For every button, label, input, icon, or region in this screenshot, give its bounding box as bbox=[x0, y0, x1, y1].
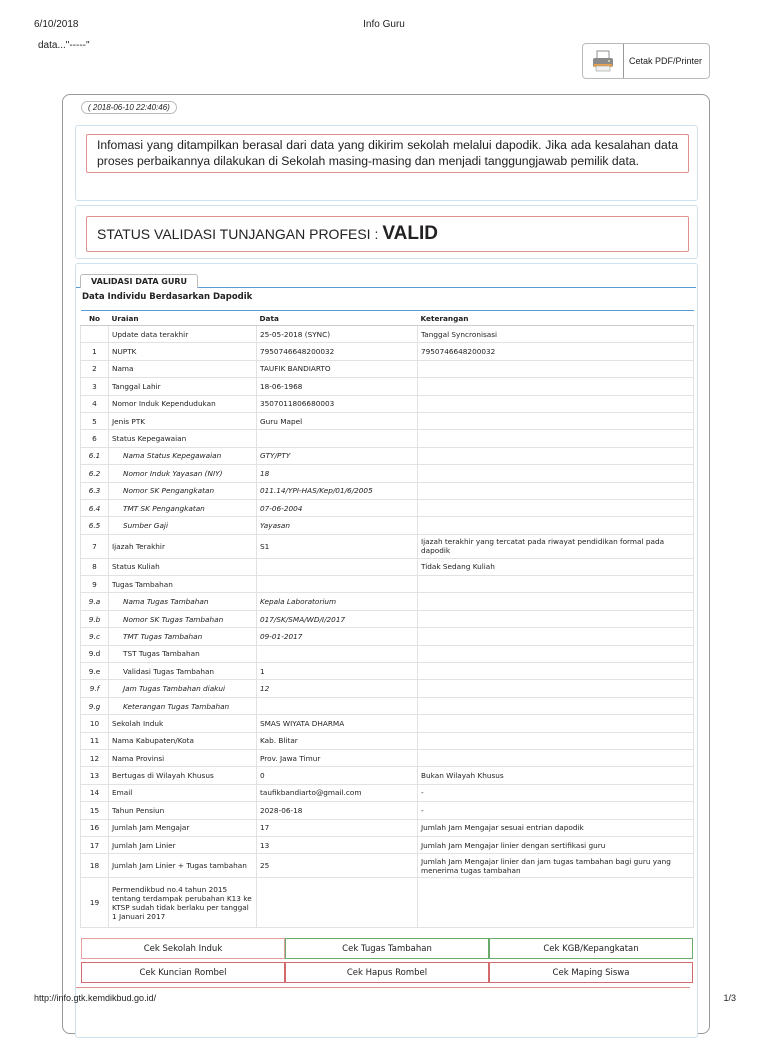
row-keterangan: Tanggal Syncronisasi bbox=[418, 326, 694, 343]
row-keterangan: Ijazah terakhir yang tercatat pada riwayat pendidikan formal pada dapodik bbox=[418, 534, 694, 558]
row-keterangan bbox=[418, 430, 694, 447]
data-table bbox=[80, 310, 694, 928]
row-no: 9.b bbox=[81, 610, 109, 627]
row-data bbox=[257, 645, 418, 662]
cek-kgb-kepangkatan-button[interactable]: Cek KGB/Kepangkatan bbox=[489, 938, 693, 959]
row-no: 9.e bbox=[81, 663, 109, 680]
table-row bbox=[81, 430, 694, 447]
table-row bbox=[81, 610, 694, 627]
table-row bbox=[81, 767, 694, 784]
row-data: 2028-06-18 bbox=[257, 802, 418, 819]
table-row bbox=[81, 343, 694, 360]
row-data: 25 bbox=[257, 854, 418, 878]
table-row bbox=[81, 447, 694, 464]
row-uraian: Tanggal Lahir bbox=[109, 378, 257, 395]
row-data: 07-06-2004 bbox=[257, 499, 418, 516]
row-no: 10 bbox=[81, 715, 109, 732]
row-no: 17 bbox=[81, 836, 109, 853]
row-no: 2 bbox=[81, 360, 109, 377]
cek-maping-siswa-button[interactable]: Cek Maping Siswa bbox=[489, 962, 693, 983]
table-row bbox=[81, 749, 694, 766]
table-row bbox=[81, 499, 694, 516]
row-uraian: Jenis PTK bbox=[109, 412, 257, 429]
row-uraian: Jam Tugas Tambahan diakui bbox=[109, 680, 257, 697]
table-row bbox=[81, 576, 694, 593]
row-keterangan bbox=[418, 732, 694, 749]
info-panel bbox=[62, 94, 710, 1034]
row-keterangan bbox=[418, 360, 694, 377]
row-keterangan bbox=[418, 610, 694, 627]
table-row bbox=[81, 378, 694, 395]
table-row bbox=[81, 534, 694, 558]
row-keterangan: Jumlah Jam Mengajar linier dengan sertifikasi guru bbox=[418, 836, 694, 853]
row-keterangan: Jumlah Jam Mengajar sesuai entrian dapodik bbox=[418, 819, 694, 836]
row-no: 7 bbox=[81, 534, 109, 558]
row-no: 6.4 bbox=[81, 499, 109, 516]
printer-icon bbox=[583, 44, 624, 78]
row-data: S1 bbox=[257, 534, 418, 558]
row-keterangan bbox=[418, 447, 694, 464]
row-data: SMAS WIYATA DHARMA bbox=[257, 715, 418, 732]
page-url: http://info.gtk.kemdikbud.go.id/ bbox=[34, 993, 157, 1003]
cek-tugas-tambahan-button[interactable]: Cek Tugas Tambahan bbox=[285, 938, 489, 959]
row-keterangan bbox=[418, 663, 694, 680]
table-row bbox=[81, 819, 694, 836]
table-row bbox=[81, 558, 694, 575]
row-keterangan: 7950746648200032 bbox=[418, 343, 694, 360]
data-label: data..."-----" bbox=[38, 40, 90, 51]
row-data: 17 bbox=[257, 819, 418, 836]
tab-bar bbox=[76, 274, 696, 288]
row-uraian: Sekolah Induk bbox=[109, 715, 257, 732]
row-keterangan bbox=[418, 378, 694, 395]
table-row bbox=[81, 395, 694, 412]
row-keterangan bbox=[418, 697, 694, 714]
row-uraian: Status Kepegawaian bbox=[109, 430, 257, 447]
row-data: 18-06-1968 bbox=[257, 378, 418, 395]
page-number: 1/3 bbox=[723, 993, 736, 1003]
row-no: 5 bbox=[81, 412, 109, 429]
row-data: 13 bbox=[257, 836, 418, 853]
table-row bbox=[81, 836, 694, 853]
table-row bbox=[81, 645, 694, 662]
status-value: VALID bbox=[382, 223, 438, 244]
table-row bbox=[81, 326, 694, 343]
row-uraian: Bertugas di Wilayah Khusus bbox=[109, 767, 257, 784]
table-body bbox=[81, 326, 694, 928]
row-uraian: Nomor Induk Yayasan (NIY) bbox=[109, 465, 257, 482]
info-alert: Infomasi yang ditampilkan berasal dari data yang dikirim sekolah melalui dapodik. Jika ada kesalahan data proses perbaikannya dilakukan di Sekolah masing-masing dan menjadi tanggungjawab pemilik data. bbox=[86, 134, 689, 173]
row-keterangan: Jumlah Jam Mengajar linier dan jam tugas tambahan bagi guru yang menerima tugas tambahan bbox=[418, 854, 694, 878]
row-data: taufikbandiarto@gmail.com bbox=[257, 784, 418, 801]
row-no: 9.f bbox=[81, 680, 109, 697]
timestamp: ( 2018-06-10 22:40:46) bbox=[81, 101, 177, 114]
row-uraian: Keterangan Tugas Tambahan bbox=[109, 697, 257, 714]
divider bbox=[76, 987, 690, 990]
row-uraian: Jumlah Jam Linier + Tugas tambahan bbox=[109, 854, 257, 878]
row-data bbox=[257, 430, 418, 447]
col-header-keterangan: Keterangan bbox=[418, 311, 694, 326]
print-date: 6/10/2018 bbox=[34, 19, 79, 30]
row-uraian: NUPTK bbox=[109, 343, 257, 360]
button-row-1 bbox=[81, 938, 693, 959]
row-no: 13 bbox=[81, 767, 109, 784]
col-header-data: Data bbox=[257, 311, 418, 326]
row-keterangan bbox=[418, 465, 694, 482]
row-uraian: Sumber Gaji bbox=[109, 517, 257, 534]
row-keterangan bbox=[418, 878, 694, 928]
row-no: 9.d bbox=[81, 645, 109, 662]
row-uraian: Nama Provinsi bbox=[109, 749, 257, 766]
row-keterangan bbox=[418, 593, 694, 610]
row-keterangan: - bbox=[418, 784, 694, 801]
row-no: 6.1 bbox=[81, 447, 109, 464]
table-header-row bbox=[81, 311, 694, 326]
table-row bbox=[81, 465, 694, 482]
row-no: 18 bbox=[81, 854, 109, 878]
row-data bbox=[257, 878, 418, 928]
validasi-box bbox=[75, 263, 698, 1038]
table-row bbox=[81, 784, 694, 801]
action-buttons bbox=[81, 938, 693, 986]
row-no: 14 bbox=[81, 784, 109, 801]
status-alert bbox=[86, 216, 689, 252]
row-data: 0 bbox=[257, 767, 418, 784]
row-data: 18 bbox=[257, 465, 418, 482]
row-uraian: Nama Status Kepegawaian bbox=[109, 447, 257, 464]
table-row bbox=[81, 715, 694, 732]
row-no: 9 bbox=[81, 576, 109, 593]
row-keterangan bbox=[418, 715, 694, 732]
table-row bbox=[81, 628, 694, 645]
row-data: 011.14/YPI-HAS/Kep/01/6/2005 bbox=[257, 482, 418, 499]
row-uraian: TMT SK Pengangkatan bbox=[109, 499, 257, 516]
row-data: 1 bbox=[257, 663, 418, 680]
row-keterangan: Bukan Wilayah Khusus bbox=[418, 767, 694, 784]
row-uraian: Jumlah Jam Mengajar bbox=[109, 819, 257, 836]
table-row bbox=[81, 517, 694, 534]
cek-kuncian-rombel-button[interactable]: Cek Kuncian Rombel bbox=[81, 962, 285, 983]
row-no: 12 bbox=[81, 749, 109, 766]
row-no: 15 bbox=[81, 802, 109, 819]
status-box bbox=[75, 205, 698, 259]
table-row bbox=[81, 732, 694, 749]
row-uraian: Update data terakhir bbox=[109, 326, 257, 343]
button-row-2 bbox=[81, 962, 693, 983]
row-no: 9.a bbox=[81, 593, 109, 610]
table-row bbox=[81, 854, 694, 878]
table-row bbox=[81, 412, 694, 429]
row-uraian: Nama bbox=[109, 360, 257, 377]
row-data bbox=[257, 697, 418, 714]
col-header-no: No bbox=[81, 311, 109, 326]
cek-hapus-rombel-button[interactable]: Cek Hapus Rombel bbox=[285, 962, 489, 983]
row-keterangan bbox=[418, 412, 694, 429]
row-uraian: Ijazah Terakhir bbox=[109, 534, 257, 558]
row-keterangan bbox=[418, 482, 694, 499]
info-box bbox=[75, 125, 698, 201]
row-no: 1 bbox=[81, 343, 109, 360]
col-header-uraian: Uraian bbox=[109, 311, 257, 326]
row-uraian: Tahun Pensiun bbox=[109, 802, 257, 819]
row-keterangan bbox=[418, 628, 694, 645]
row-no: 3 bbox=[81, 378, 109, 395]
row-keterangan bbox=[418, 749, 694, 766]
row-keterangan: Tidak Sedang Kuliah bbox=[418, 558, 694, 575]
row-data: Kepala Laboratorium bbox=[257, 593, 418, 610]
row-no: 19 bbox=[81, 878, 109, 928]
status-label: STATUS VALIDASI TUNJANGAN PROFESI : bbox=[97, 226, 379, 242]
row-uraian: Nama Tugas Tambahan bbox=[109, 593, 257, 610]
row-uraian: Validasi Tugas Tambahan bbox=[109, 663, 257, 680]
row-data: 3507011806680003 bbox=[257, 395, 418, 412]
row-data bbox=[257, 576, 418, 593]
row-no bbox=[81, 326, 109, 343]
row-uraian: Nomor SK Tugas Tambahan bbox=[109, 610, 257, 627]
table-row bbox=[81, 482, 694, 499]
row-no: 6.2 bbox=[81, 465, 109, 482]
row-data: TAUFIK BANDIARTO bbox=[257, 360, 418, 377]
row-data: Yayasan bbox=[257, 517, 418, 534]
table-row bbox=[81, 802, 694, 819]
row-keterangan bbox=[418, 517, 694, 534]
row-uraian: Tugas Tambahan bbox=[109, 576, 257, 593]
row-data: Guru Mapel bbox=[257, 412, 418, 429]
row-no: 9.g bbox=[81, 697, 109, 714]
row-keterangan bbox=[418, 395, 694, 412]
row-data: Prov. Jawa Timur bbox=[257, 749, 418, 766]
row-uraian: TST Tugas Tambahan bbox=[109, 645, 257, 662]
row-uraian: Permendikbud no.4 tahun 2015 tentang terdampak perubahan K13 ke KTSP sudah tidak berlaku per tanggal 1 Januari 2017 bbox=[109, 878, 257, 928]
row-data bbox=[257, 558, 418, 575]
row-no: 9.c bbox=[81, 628, 109, 645]
print-button-label: Cetak PDF/Printer bbox=[629, 56, 703, 66]
table-row bbox=[81, 593, 694, 610]
row-no: 16 bbox=[81, 819, 109, 836]
row-no: 11 bbox=[81, 732, 109, 749]
table-row bbox=[81, 878, 694, 928]
row-uraian: Email bbox=[109, 784, 257, 801]
row-uraian: Nomor Induk Kependudukan bbox=[109, 395, 257, 412]
row-uraian: Nomor SK Pengangkatan bbox=[109, 482, 257, 499]
table-row bbox=[81, 680, 694, 697]
table-row bbox=[81, 697, 694, 714]
page-title: Info Guru bbox=[363, 19, 405, 30]
print-pdf-button[interactable] bbox=[582, 43, 710, 79]
row-data: 09-01-2017 bbox=[257, 628, 418, 645]
row-uraian: Jumlah Jam Linier bbox=[109, 836, 257, 853]
row-data: 25-05-2018 (SYNC) bbox=[257, 326, 418, 343]
row-no: 6 bbox=[81, 430, 109, 447]
row-no: 6.5 bbox=[81, 517, 109, 534]
row-keterangan bbox=[418, 499, 694, 516]
table-row bbox=[81, 360, 694, 377]
row-uraian: Status Kuliah bbox=[109, 558, 257, 575]
section-title: Data Individu Berdasarkan Dapodik bbox=[82, 292, 253, 302]
cek-sekolah-induk-button[interactable]: Cek Sekolah Induk bbox=[81, 938, 285, 959]
tab-validasi-data-guru[interactable]: VALIDASI DATA GURU bbox=[80, 274, 198, 288]
row-no: 8 bbox=[81, 558, 109, 575]
row-data: GTY/PTY bbox=[257, 447, 418, 464]
row-data: 017/SK/SMA/WD/I/2017 bbox=[257, 610, 418, 627]
row-keterangan bbox=[418, 645, 694, 662]
table-row bbox=[81, 663, 694, 680]
row-data: 12 bbox=[257, 680, 418, 697]
row-uraian: TMT Tugas Tambahan bbox=[109, 628, 257, 645]
row-data: Kab. Blitar bbox=[257, 732, 418, 749]
row-no: 4 bbox=[81, 395, 109, 412]
row-data: 7950746648200032 bbox=[257, 343, 418, 360]
row-no: 6.3 bbox=[81, 482, 109, 499]
row-uraian: Nama Kabupaten/Kota bbox=[109, 732, 257, 749]
row-keterangan bbox=[418, 576, 694, 593]
row-keterangan: - bbox=[418, 802, 694, 819]
row-keterangan bbox=[418, 680, 694, 697]
